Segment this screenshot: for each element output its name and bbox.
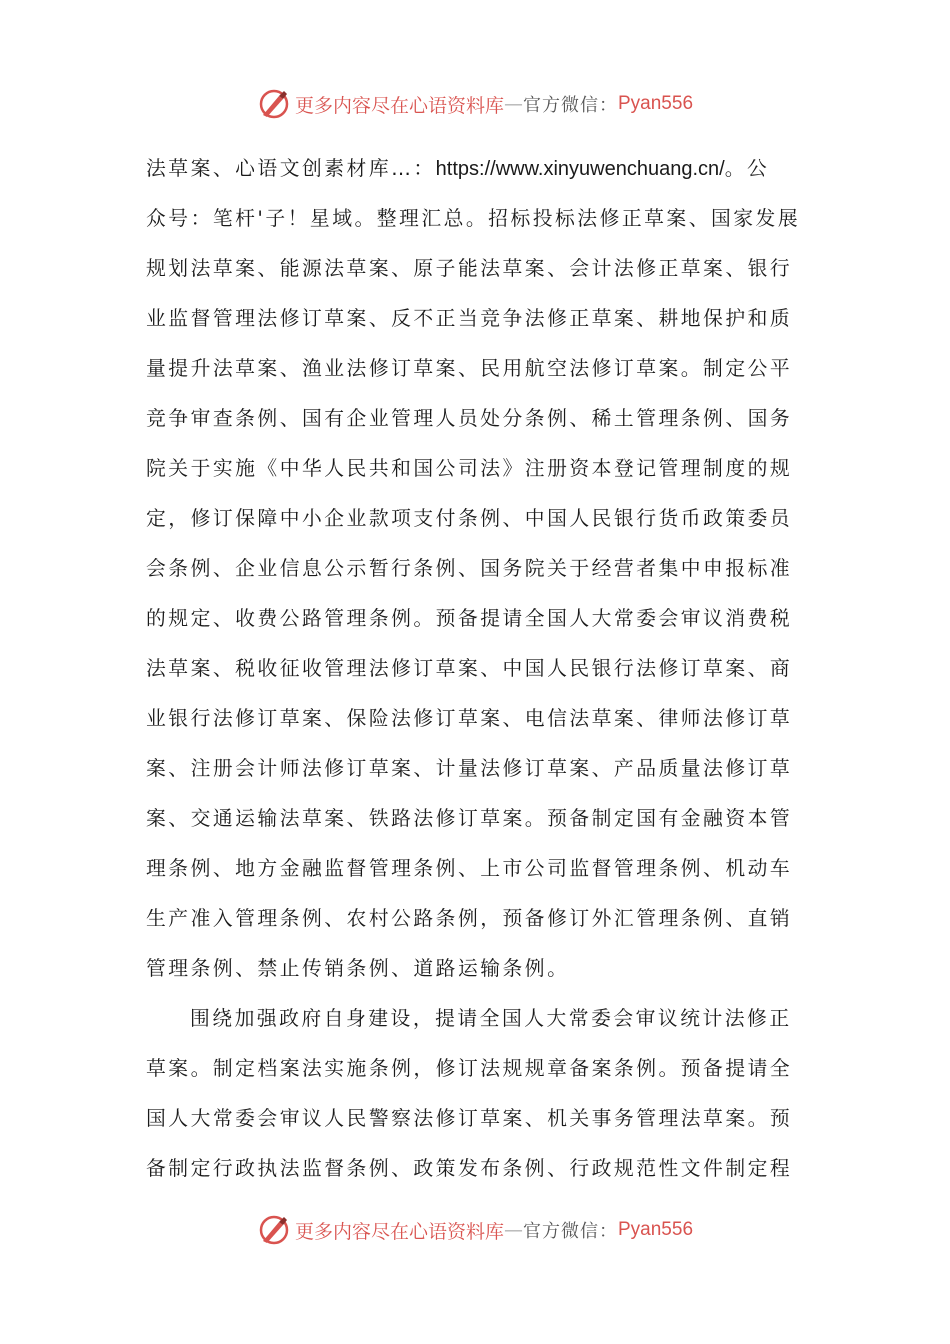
text-line: 备制定行政执法监督条例、政策发布条例、行政规范性文件制定程 — [146, 1157, 793, 1180]
footer-banner — [0, 1210, 950, 1250]
text-line: 的规定、收费公路管理条例。预备提请全国人大常委会审议消费税 — [146, 607, 793, 630]
text-line: 法草案、税收征收管理法修订草案、中国人民银行法修订草案、商 — [146, 657, 793, 680]
text-line: 量提升法草案、渔业法修订草案、民用航空法修订草案。制定公平 — [146, 357, 793, 380]
banner-wechat-id: Pyan556 — [618, 93, 694, 114]
text-line: 众号：笔杆'子！星域。整理汇总。招标投标法修正草案、国家发展 — [146, 207, 801, 230]
text-line: 业银行法修订草案、保险法修订草案、电信法草案、律师法修订草 — [146, 707, 793, 730]
banner-dash: — — [504, 93, 523, 115]
text-line: 理条例、地方金融监督管理条例、上市公司监督管理条例、机动车 — [146, 857, 793, 880]
text-line: 草案。制定档案法实施条例，修订法规规章备案条例。预备提请全 — [146, 1057, 793, 1080]
banner-main-text: 更多内容尽在心语资料库 — [294, 1220, 504, 1243]
banner-dash: — — [504, 1219, 523, 1241]
pen-logo-icon — [257, 1213, 291, 1247]
text-line: 案、交通运输法草案、铁路法修订草案。预备制定国有金融资本管 — [146, 807, 793, 830]
text-line: 定，修订保障中小企业款项支付条例、中国人民银行货币政策委员 — [146, 507, 793, 530]
text-line: 会条例、企业信息公示暂行条例、国务院关于经营者集中申报标准 — [146, 557, 793, 580]
source-url: https://www.xinyuwenchuang.cn/ — [435, 158, 725, 180]
pen-logo-icon — [257, 87, 291, 121]
text-line-first-after: 。公 — [724, 157, 770, 180]
text-line: 竞争审查条例、国有企业管理人员处分条例、稀土管理条例、国务 — [146, 407, 793, 430]
text-line: 业监督管理法修订草案、反不正当竞争法修正草案、耕地保护和质 — [146, 307, 793, 330]
header-banner — [0, 84, 950, 124]
text-line: 规划法草案、能源法草案、原子能法草案、会计法修正草案、银行 — [146, 257, 793, 280]
text-line: 国人大常委会审议人民警察法修订草案、机关事务管理法草案。预 — [146, 1107, 793, 1130]
banner-wechat-label: 官方微信： — [523, 1221, 618, 1242]
text-line-first — [146, 146, 806, 196]
text-line: 院关于实施《中华人民共和国公司法》注册资本登记管理制度的规 — [146, 457, 793, 480]
text-line: 案、注册会计师法修订草案、计量法修订草案、产品质量法修订草 — [146, 757, 793, 780]
paragraph-2-first-line: 围绕加强政府自身建设，提请全国人大常委会审议统计法修正 — [190, 1007, 792, 1030]
banner-main-text: 更多内容尽在心语资料库 — [294, 94, 504, 117]
banner-wechat-id: Pyan556 — [618, 1219, 694, 1240]
banner-wechat-label: 官方微信： — [523, 95, 618, 116]
text-line: 生产准入管理条例、农村公路条例，预备修订外汇管理条例、直销 — [146, 907, 793, 930]
text-line: 管理条例、禁止传销条例、道路运输条例。 — [146, 957, 570, 980]
document-body — [146, 146, 806, 1196]
text-line-first-before: 法草案、心语文创素材库…： — [146, 157, 436, 180]
